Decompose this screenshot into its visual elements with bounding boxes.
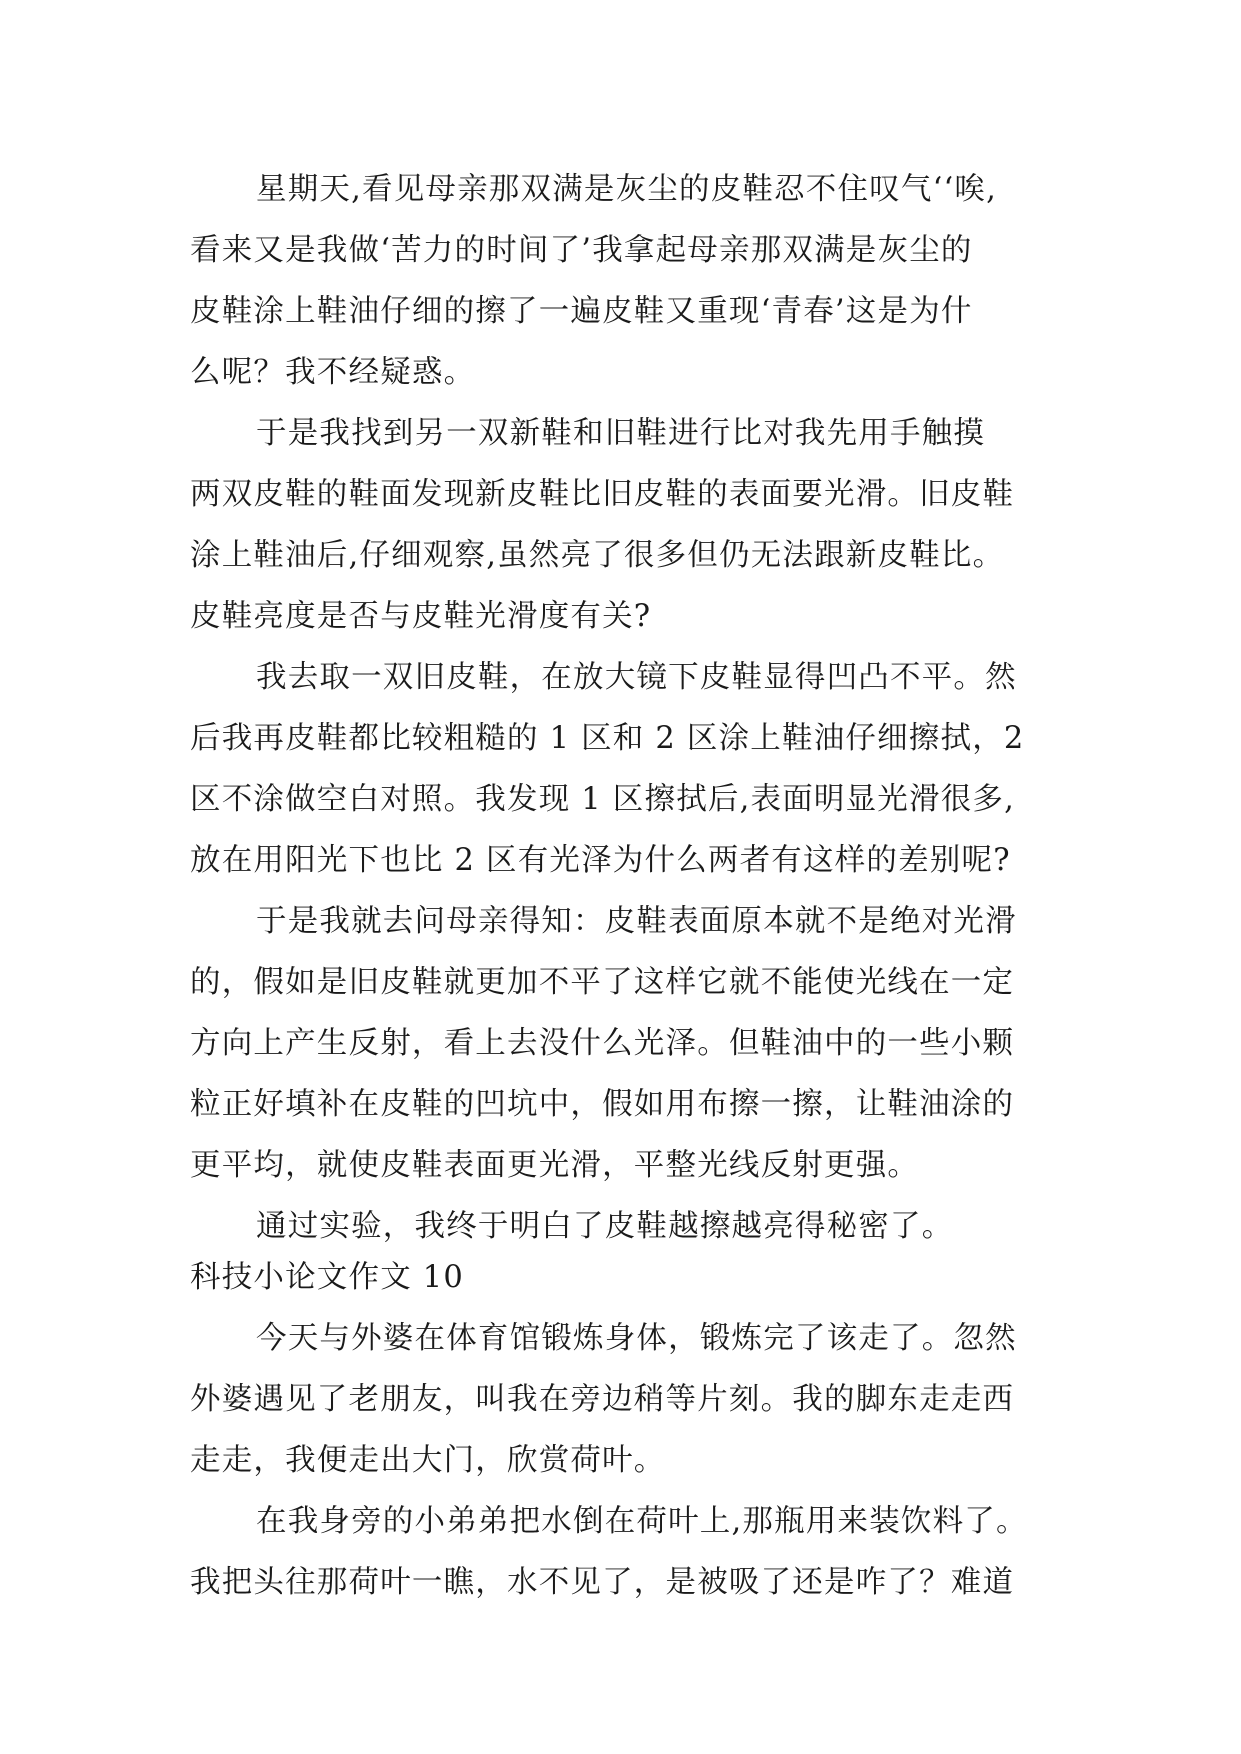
paragraph-1-line-1: 星期天,看见母亲那双满是灰尘的皮鞋忍不住叹气‘‘唉, (256, 172, 997, 207)
paragraph-6-line-1: 今天与外婆在体育馆锻炼身体，锻炼完了该走了。忽然 (256, 1321, 1017, 1356)
paragraph-1-line-4: 么呢？我不经疑惑。 (190, 355, 476, 390)
paragraph-6-line-2: 外婆遇见了老朋友，叫我在旁边稍等片刻。我的脚东走走西 (190, 1382, 1015, 1417)
paragraph-2-line-2: 两双皮鞋的鞋面发现新皮鞋比旧皮鞋的表面要光滑。旧皮鞋 (190, 477, 1015, 512)
paragraph-7-line-1: 在我身旁的小弟弟把水倒在荷叶上,那瓶用来装饮料了。 (256, 1504, 1028, 1539)
paragraph-4-line-1: 于是我就去问母亲得知：皮鞋表面原本就不是绝对光滑 (256, 904, 1017, 939)
paragraph-2-line-1: 于是我找到另一双新鞋和旧鞋进行比对我先用手触摸 (256, 416, 986, 451)
paragraph-2-line-4: 皮鞋亮度是否与皮鞋光滑度有关? (190, 599, 652, 634)
paragraph-3-line-3: 区不涂做空白对照。我发现 1 区擦拭后,表面明显光滑很多, (190, 782, 1015, 817)
paragraph-4-line-5: 更平均，就使皮鞋表面更光滑，平整光线反射更强。 (190, 1148, 920, 1183)
paragraph-1-line-2: 看来又是我做‘苦力的时间了’我拿起母亲那双满是灰尘的 (190, 233, 973, 268)
paragraph-1-line-3: 皮鞋涂上鞋油仔细的擦了一遍皮鞋又重现‘青春’这是为什 (190, 294, 973, 329)
section-heading: 科技小论文作文 10 (190, 1260, 465, 1295)
paragraph-5-line-1: 通过实验，我终于明白了皮鞋越擦越亮得秘密了。 (256, 1209, 954, 1244)
paragraph-3-line-1: 我去取一双旧皮鞋，在放大镜下皮鞋显得凹凸不平。然 (256, 660, 1017, 695)
paragraph-4-line-4: 粒正好填补在皮鞋的凹坑中，假如用布擦一擦，让鞋油涂的 (190, 1087, 1015, 1122)
paragraph-4-line-3: 方向上产生反射，看上去没什么光泽。但鞋油中的一些小颗 (190, 1026, 1015, 1061)
paragraph-7-line-2: 我把头往那荷叶一瞧，水不见了，是被吸了还是咋了？难道 (190, 1565, 1015, 1600)
paragraph-6-line-3: 走走，我便走出大门，欣赏荷叶。 (190, 1443, 666, 1478)
paragraph-3-line-2: 后我再皮鞋都比较粗糙的 1 区和 2 区涂上鞋油仔细擦拭，2 (190, 721, 1025, 756)
paragraph-2-line-3: 涂上鞋油后,仔细观察,虽然亮了很多但仍无法跟新皮鞋比。 (190, 538, 1005, 573)
paragraph-3-line-4: 放在用阳光下也比 2 区有光泽为什么两者有这样的差别呢? (190, 843, 1011, 878)
paragraph-4-line-2: 的，假如是旧皮鞋就更加不平了这样它就不能使光线在一定 (190, 965, 1015, 1000)
